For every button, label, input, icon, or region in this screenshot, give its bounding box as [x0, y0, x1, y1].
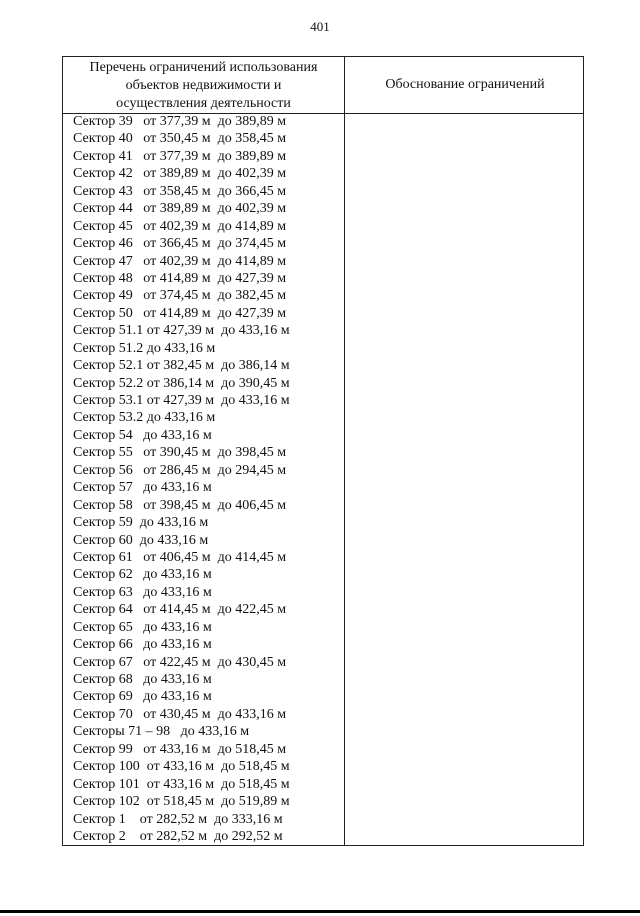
sector-row: Сектор 61 от 406,45 м до 414,45 м [73, 549, 287, 565]
sector-row: Сектор 1 от 282,52 м до 333,16 м [73, 811, 283, 827]
sector-row: Сектор 49 от 374,45 м до 382,45 м [73, 288, 287, 304]
sector-row: Сектор 66 до 433,16 м [73, 637, 212, 653]
sector-row: Сектор 69 до 433,16 м [73, 689, 212, 705]
sector-row: Сектор 42 от 389,89 м до 402,39 м [73, 166, 287, 182]
sector-row: Сектор 54 до 433,16 м [73, 427, 212, 443]
sector-row: Сектор 56 от 286,45 м до 294,45 м [73, 462, 287, 478]
sector-row: Сектор 65 до 433,16 м [73, 619, 212, 635]
sector-row: Сектор 52.2 от 386,14 м до 390,45 м [73, 375, 290, 391]
header-left-line: Перечень ограничений использования [89, 60, 318, 75]
sector-row: Сектор 53.1 от 427,39 м до 433,16 м [73, 393, 290, 408]
sector-row: Сектор 63 до 433,16 м [73, 584, 212, 600]
sector-row: Сектор 44 от 389,89 м до 402,39 м [73, 201, 287, 217]
sector-row: Сектор 48 от 414,89 м до 427,39 м [73, 270, 287, 286]
sector-row: Сектор 59 до 433,16 м [73, 515, 209, 531]
sector-list [73, 113, 343, 845]
sector-row: Сектор 68 до 433,16 м [73, 672, 212, 687]
sector-row: Сектор 40 от 350,45 м до 358,45 м [73, 131, 287, 147]
sector-row: Сектор 99 от 433,16 м до 518,45 м [73, 741, 287, 757]
sector-row: Сектор 47 от 402,39 м до 414,89 м [73, 253, 287, 269]
header-justification: Обоснование ограничений [385, 77, 545, 92]
sector-row: Секторы 71 – 98 до 433,16 м [73, 724, 250, 740]
sector-row: Сектор 52.1 от 382,45 м до 386,14 м [73, 358, 290, 374]
column-divider [344, 57, 345, 845]
sector-row: Сектор 64 от 414,45 м до 422,45 м [73, 602, 287, 618]
sector-row: Сектор 39 от 377,39 м до 389,89 м [73, 114, 287, 129]
scan-bottom-border [0, 910, 640, 913]
sector-row: Сектор 53.2 до 433,16 м [73, 410, 216, 426]
sector-row: Сектор 101 от 433,16 м до 518,45 м [73, 776, 290, 792]
sector-row: Сектор 62 до 433,16 м [73, 567, 212, 583]
sector-row: Сектор 41 от 377,39 м до 389,89 м [73, 148, 287, 164]
sector-row: Сектор 58 от 398,45 м до 406,45 м [73, 497, 287, 513]
sector-row: Сектор 100 от 433,16 м до 518,45 м [73, 759, 290, 775]
sector-row: Сектор 45 от 402,39 м до 414,89 м [73, 218, 287, 234]
sector-row: Сектор 60 до 433,16 м [73, 532, 209, 548]
header-restrictions-list [63, 59, 344, 113]
sector-row: Сектор 70 от 430,45 м до 433,16 м [73, 706, 287, 722]
header-left-line: объектов недвижимости и [125, 78, 282, 93]
sector-row: Сектор 67 от 422,45 м до 430,45 м [73, 654, 287, 670]
sector-row: Сектор 46 от 366,45 м до 374,45 м [73, 236, 287, 252]
sector-row: Сектор 102 от 518,45 м до 519,89 м [73, 794, 290, 810]
sector-row: Сектор 51.1 от 427,39 м до 433,16 м [73, 323, 290, 339]
sector-row: Сектор 51.2 до 433,16 м [73, 340, 216, 356]
restrictions-table [62, 56, 584, 846]
sector-row: Сектор 50 от 414,89 м до 427,39 м [73, 305, 287, 321]
sector-row: Сектор 57 до 433,16 м [73, 480, 212, 496]
page-number: 401 [310, 19, 330, 34]
sector-row: Сектор 2 от 282,52 м до 292,52 м [73, 828, 283, 844]
header-left-line: осуществления деятельности [116, 96, 291, 111]
sector-row: Сектор 55 от 390,45 м до 398,45 м [73, 445, 287, 461]
sector-row: Сектор 43 от 358,45 м до 366,45 м [73, 183, 287, 199]
